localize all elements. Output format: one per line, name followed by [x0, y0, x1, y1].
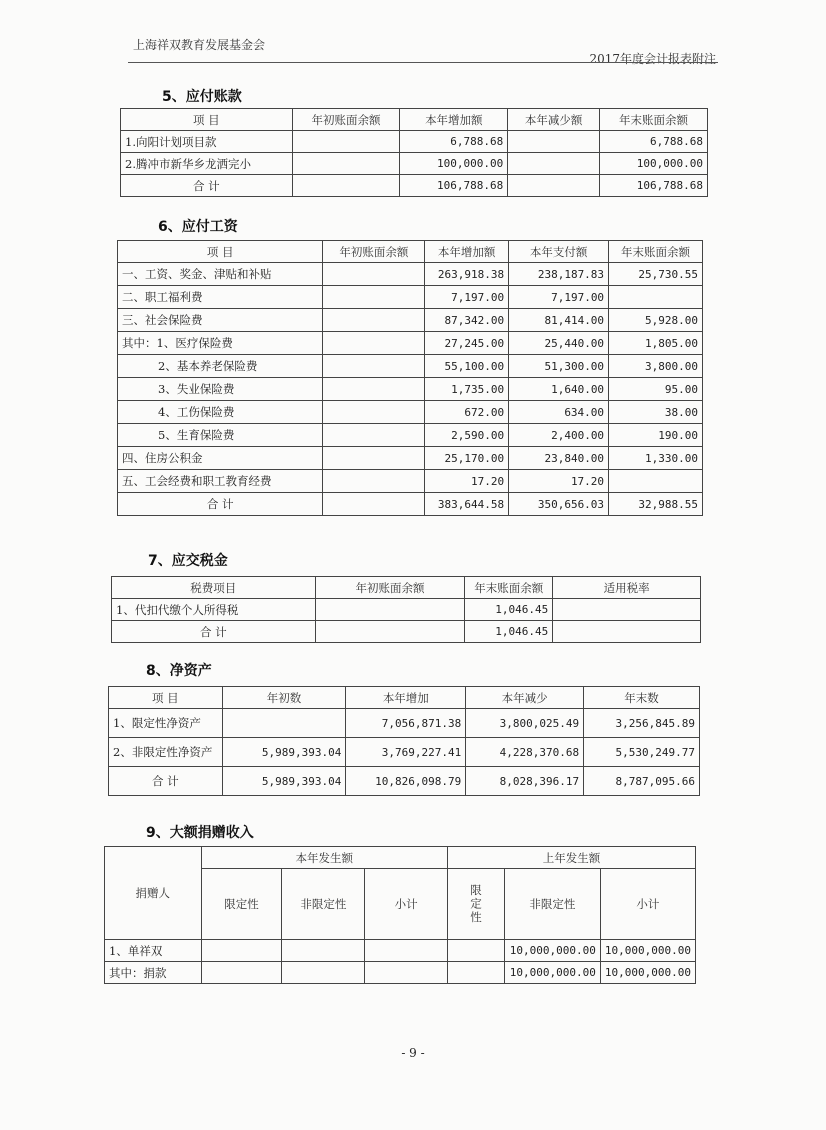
table-cell: 32,988.55: [609, 493, 703, 516]
table-cell: 8,028,396.17: [466, 767, 584, 796]
table-cell: 1,046.45: [465, 621, 553, 643]
column-header: 本年支付额: [509, 241, 609, 263]
table-header-row: [121, 109, 708, 131]
table-cell: [222, 709, 346, 738]
table-cell: 10,000,000.00: [600, 940, 695, 962]
table-cell: [323, 447, 425, 470]
table-cell: 634.00: [509, 401, 609, 424]
column-header: 项 目: [121, 109, 293, 131]
row-label: 五、工会经费和职工教育经费: [118, 470, 323, 493]
table-cell: 1,046.45: [465, 599, 553, 621]
table-cell: 10,000,000.00: [504, 962, 600, 984]
row-label: 合 计: [109, 767, 223, 796]
column-header: 年末账面余额: [600, 109, 708, 131]
table-cell: 1,805.00: [609, 332, 703, 355]
table-cell: 383,644.58: [425, 493, 509, 516]
row-label: 2、非限定性净资产: [109, 738, 223, 767]
table-cell: 4,228,370.68: [466, 738, 584, 767]
table-cell: [508, 153, 600, 175]
table-cell: [323, 424, 425, 447]
table-cell: 2,400.00: [509, 424, 609, 447]
section-title-donations: 9、大额捐赠收入: [146, 825, 254, 841]
table-row: [112, 621, 701, 643]
table-cell: 27,245.00: [425, 332, 509, 355]
table-cell: 106,788.68: [600, 175, 708, 197]
row-label: 二、职工福利费: [118, 286, 323, 309]
table-cell: 190.00: [609, 424, 703, 447]
table-cell: 8,787,095.66: [584, 767, 700, 796]
column-header: 年末账面余额: [465, 577, 553, 599]
table-row: [112, 599, 701, 621]
table-row: [118, 447, 703, 470]
table-cell: 95.00: [609, 378, 703, 401]
column-header: 适用税率: [553, 577, 701, 599]
table-row: [118, 332, 703, 355]
table-cell: 672.00: [425, 401, 509, 424]
row-label: 合 计: [121, 175, 293, 197]
table-row: [109, 709, 700, 738]
table-cell: 17.20: [425, 470, 509, 493]
table-cell: [323, 470, 425, 493]
table-cell: 3,800.00: [609, 355, 703, 378]
table-cell: 5,989,393.04: [222, 767, 346, 796]
table-cell: 51,300.00: [509, 355, 609, 378]
header-divider: [128, 62, 718, 63]
table-cell: 10,000,000.00: [504, 940, 600, 962]
column-header: 年初数: [222, 687, 346, 709]
table-cell: 1,735.00: [425, 378, 509, 401]
table-cell: [553, 599, 701, 621]
table-cell: [282, 962, 365, 984]
table-cell: 55,100.00: [425, 355, 509, 378]
table-cell: [553, 621, 701, 643]
table-cell: 100,000.00: [600, 153, 708, 175]
column-header: 本年减少: [466, 687, 584, 709]
sub-header: 限定性: [201, 869, 282, 940]
column-header: 年初账面余额: [315, 577, 465, 599]
table-row: [118, 355, 703, 378]
row-label: 1、限定性净资产: [109, 709, 223, 738]
table-cell: 87,342.00: [425, 309, 509, 332]
table-cell: 5,989,393.04: [222, 738, 346, 767]
table-row: [118, 493, 703, 516]
table-row: [118, 263, 703, 286]
row-label: 1、单祥双: [105, 940, 202, 962]
table-row: [118, 286, 703, 309]
table-cell: 7,197.00: [425, 286, 509, 309]
row-label: 其中：捐款: [105, 962, 202, 984]
row-label: 其中：1、医疗保险费: [118, 332, 323, 355]
row-label: 2、基本养老保险费: [118, 355, 323, 378]
row-label: 一、工资、奖金、津贴和补贴: [118, 263, 323, 286]
table-cell: [323, 378, 425, 401]
section-title-net-assets: 8、净资产: [146, 663, 212, 679]
table-cell: [609, 470, 703, 493]
sub-header: 小计: [365, 869, 448, 940]
table-cell: 25,440.00: [509, 332, 609, 355]
table-cell: 6,788.68: [600, 131, 708, 153]
row-label: 三、社会保险费: [118, 309, 323, 332]
column-header: 年初账面余额: [323, 241, 425, 263]
table-cell: 23,840.00: [509, 447, 609, 470]
section-title-taxes: 7、应交税金: [148, 553, 228, 569]
current-year-header: 本年发生额: [201, 847, 447, 869]
row-label: 5、生育保险费: [118, 424, 323, 447]
column-header: 本年增加: [346, 687, 466, 709]
table-cell: 100,000.00: [400, 153, 508, 175]
sub-header: 非限定性: [504, 869, 600, 940]
wages-table: [117, 240, 703, 516]
page-number: - 9 -: [401, 1046, 425, 1060]
table-cell: 25,730.55: [609, 263, 703, 286]
table-row: [118, 401, 703, 424]
table-cell: [292, 175, 400, 197]
table-row: [118, 378, 703, 401]
row-label: 2.腾冲市新华乡龙洒完小: [121, 153, 293, 175]
table-row: [118, 470, 703, 493]
table-header-row: [109, 687, 700, 709]
sub-header: 非限定性: [282, 869, 365, 940]
table-cell: [201, 962, 282, 984]
table-cell: [447, 940, 504, 962]
column-header: 本年减少额: [508, 109, 600, 131]
taxes-table: [111, 576, 701, 643]
table-cell: [365, 962, 448, 984]
table-cell: 6,788.68: [400, 131, 508, 153]
table-cell: 238,187.83: [509, 263, 609, 286]
table-cell: [292, 153, 400, 175]
row-label: 3、失业保险费: [118, 378, 323, 401]
table-cell: 25,170.00: [425, 447, 509, 470]
column-header: 项 目: [118, 241, 323, 263]
table-cell: [282, 940, 365, 962]
table-cell: [323, 401, 425, 424]
row-label: 四、住房公积金: [118, 447, 323, 470]
table-cell: [508, 175, 600, 197]
table-cell: 263,918.38: [425, 263, 509, 286]
section-title-payables: 5、应付账款: [162, 89, 242, 105]
table-cell: [323, 263, 425, 286]
header-doc-title: 2017年度会计报表附注: [589, 52, 716, 66]
table-row: [118, 309, 703, 332]
table-cell: 350,656.03: [509, 493, 609, 516]
table-header-row: [118, 241, 703, 263]
table-cell: [323, 493, 425, 516]
table-cell: 10,826,098.79: [346, 767, 466, 796]
table-cell: [315, 621, 465, 643]
table-row: [109, 767, 700, 796]
table-cell: [365, 940, 448, 962]
table-cell: 106,788.68: [400, 175, 508, 197]
column-header: 年末账面余额: [609, 241, 703, 263]
table-cell: 7,056,871.38: [346, 709, 466, 738]
table-cell: 81,414.00: [509, 309, 609, 332]
table-cell: 38.00: [609, 401, 703, 424]
table-cell: [323, 286, 425, 309]
table-cell: 10,000,000.00: [600, 962, 695, 984]
table-cell: [609, 286, 703, 309]
table-cell: [315, 599, 465, 621]
table-cell: [292, 131, 400, 153]
column-header: 本年增加额: [425, 241, 509, 263]
table-cell: 3,769,227.41: [346, 738, 466, 767]
table-row: [121, 153, 708, 175]
table-cell: 5,530,249.77: [584, 738, 700, 767]
table-row: [105, 940, 696, 962]
column-header: 年初账面余额: [292, 109, 400, 131]
prior-year-header: 上年发生额: [447, 847, 695, 869]
table-cell: [323, 309, 425, 332]
table-cell: 7,197.00: [509, 286, 609, 309]
row-label: 1.向阳计划项目款: [121, 131, 293, 153]
row-label: 合 计: [112, 621, 316, 643]
table-cell: [447, 962, 504, 984]
table-row: [121, 131, 708, 153]
table-cell: 3,256,845.89: [584, 709, 700, 738]
table-cell: [201, 940, 282, 962]
table-cell: 5,928.00: [609, 309, 703, 332]
sub-header: 小计: [600, 869, 695, 940]
table-row: [121, 175, 708, 197]
column-header: 本年增加额: [400, 109, 508, 131]
donor-header: 捐赠人: [105, 847, 202, 940]
table-row: [118, 424, 703, 447]
column-header: 年末数: [584, 687, 700, 709]
net-assets-table: [108, 686, 700, 796]
table-cell: 2,590.00: [425, 424, 509, 447]
table-cell: 17.20: [509, 470, 609, 493]
table-row: [105, 962, 696, 984]
table-cell: [508, 131, 600, 153]
sub-header: 限定性: [447, 869, 504, 940]
row-label: 合 计: [118, 493, 323, 516]
table-cell: 1,640.00: [509, 378, 609, 401]
row-label: 1、代扣代缴个人所得税: [112, 599, 316, 621]
header-org: 上海祥双教育发展基金会: [133, 38, 266, 52]
column-header: 项 目: [109, 687, 223, 709]
table-cell: 1,330.00: [609, 447, 703, 470]
table-header-row: [112, 577, 701, 599]
column-header: 税费项目: [112, 577, 316, 599]
table-cell: [323, 355, 425, 378]
payables-table: [120, 108, 708, 197]
table-cell: [323, 332, 425, 355]
section-title-wages: 6、应付工资: [158, 219, 238, 235]
table-row: [109, 738, 700, 767]
table-cell: 3,800,025.49: [466, 709, 584, 738]
donations-table: [104, 846, 696, 984]
row-label: 4、工伤保险费: [118, 401, 323, 424]
